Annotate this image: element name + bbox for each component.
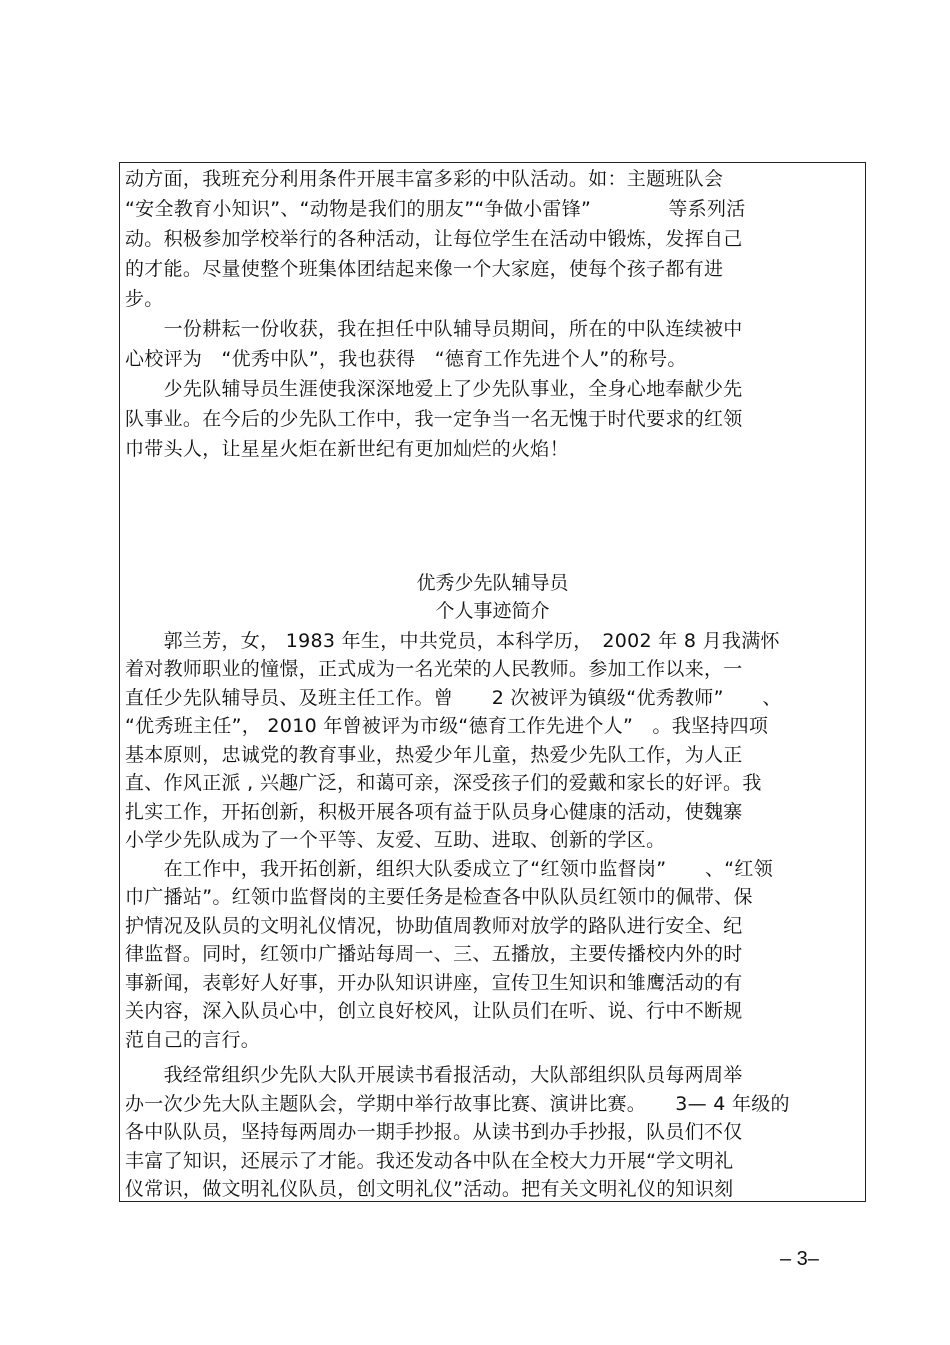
text-line: “优秀班主任”， 2010 年曾被评为市级“德育工作先进个人” 。我坚持四项 [125,715,769,737]
text-line: 丰富了知识，还展示了才能。我还发动各中队在全校大力开展“学文明礼 [125,1150,734,1172]
text-line: 一份耕耘一份收获，我在担任中队辅导员期间，所在的中队连续被中 [125,318,743,340]
text-line: 郭兰芳，女， 1983 年生，中共党员，本科学历， 2002 年 8 月我满怀 [125,630,780,652]
text-line: 关内容，深入队员心中，创立良好校风，让队员们在听、说、行中不断规 [125,1000,743,1022]
text-line: 步。 [125,288,164,310]
text-line: 仪常识，做文明礼仪队员，创文明礼仪”活动。把有关文明礼仪的知识刻 [125,1178,734,1200]
text-line: “安全教育小知识”、“动物是我们的朋友”“争做小雷锋” 等系列活 [125,198,746,220]
text-line: 动方面，我班充分利用条件开展丰富多彩的中队活动。如：主题班队会 [125,168,724,190]
text-line: 着对教师职业的憧憬，正式成为一名光荣的人民教师。参加工作以来，一 [125,658,743,680]
text-line: 范自己的言行。 [125,1029,261,1051]
text-line: 各中队队员，坚持每两周办一期手抄报。从读书到办手抄报，队员们不仅 [125,1121,743,1143]
text-line: 巾广播站”。红领巾监督岗的主要任务是检查各中队队员红领巾的佩带、保 [125,886,753,908]
text-line: 少先队辅导员生涯使我深深地爱上了少先队事业，全身心地奉献少先 [125,378,743,400]
text-line: 扎实工作，开拓创新，积极开展各项有益于队员身心健康的活动，使魏寨 [125,801,743,823]
section-subtitle: 个人事迹简介 [435,600,550,622]
text-line: 动。积极参加学校举行的各种活动，让每位学生在活动中锻炼，发挥自己 [125,228,743,250]
text-line: 办一次少先大队主题队会，学期中举行故事比赛、演讲比赛。 3— 4 年级的 [125,1093,790,1115]
text-line: 在工作中，我开拓创新，组织大队委成立了“红领巾监督岗” 、“红领 [125,858,774,880]
text-line: 心校评为 “优秀中队”，我也获得 “德育工作先进个人”的称号。 [125,348,687,370]
page-number: – 3– [780,1248,819,1270]
text-line: 事新闻，表彰好人好事，开办队知识讲座，宣传卫生知识和雏鹰活动的有 [125,972,743,994]
text-line: 巾带头人，让星星火炬在新世纪有更加灿烂的火焰！ [125,438,569,460]
text-line: 直任少先队辅导员、及班主任工作。曾 2 次被评为镇级“优秀教师” 、 [125,687,782,709]
text-line: 基本原则，忠诚党的教育事业，热爱少年儿童，热爱少先队工作，为人正 [125,744,743,766]
text-line: 直、作风正派 , 兴趣广泛，和蔼可亲，深受孩子们的爱戴和家长的好评。我 [125,772,762,794]
text-line: 小学少先队成为了一个平等、友爱、互助、进取、创新的学区。 [125,829,666,851]
text-line: 律监督。同时，红领巾广播站每周一、三、五播放，主要传播校内外的时 [125,943,743,965]
text-line: 的才能。尽量使整个班集体团结起来像一个大家庭，使每个孩子都有进 [125,258,724,280]
text-line: 队事业。在今后的少先队工作中，我一定争当一名无愧于时代要求的红领 [125,408,743,430]
text-line: 护情况及队员的文明礼仪情况，协助值周教师对放学的路队进行安全、纪 [125,915,743,937]
section-title: 优秀少先队辅导员 [416,572,569,594]
text-line: 我经常组织少先队大队开展读书看报活动，大队部组织队员每两周举 [125,1064,743,1086]
